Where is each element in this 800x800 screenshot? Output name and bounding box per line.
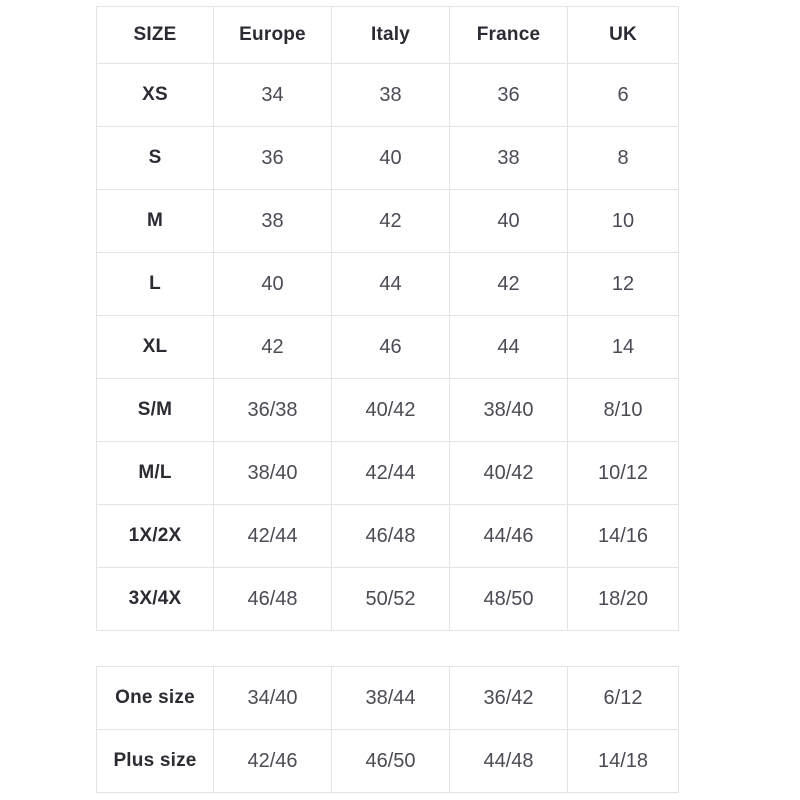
size-label-cell: S/M: [97, 379, 214, 442]
value-cell: 38/40: [214, 442, 332, 505]
header-row: [97, 7, 679, 64]
value-cell: 38/44: [332, 667, 450, 730]
value-cell: 42/44: [214, 505, 332, 568]
value-cell: 38: [332, 64, 450, 127]
header-cell: Italy: [332, 7, 450, 64]
value-cell: 36/42: [450, 667, 568, 730]
value-cell: 14/16: [568, 505, 679, 568]
value-cell: 14: [568, 316, 679, 379]
value-cell: 40/42: [332, 379, 450, 442]
size-label-cell: 3X/4X: [97, 568, 214, 631]
size-table-body: [97, 64, 679, 631]
table-row: [97, 64, 679, 127]
value-cell: 38: [450, 127, 568, 190]
size-label-cell: 1X/2X: [97, 505, 214, 568]
size-conversion-table: [96, 6, 679, 631]
value-cell: 12: [568, 253, 679, 316]
value-cell: 40/42: [450, 442, 568, 505]
value-cell: 46/50: [332, 730, 450, 793]
value-cell: 42: [450, 253, 568, 316]
value-cell: 8: [568, 127, 679, 190]
table-row: [97, 253, 679, 316]
table-row: [97, 442, 679, 505]
size-label-cell: L: [97, 253, 214, 316]
value-cell: 50/52: [332, 568, 450, 631]
size-label-cell: XS: [97, 64, 214, 127]
value-cell: 6/12: [568, 667, 679, 730]
table-row: [97, 316, 679, 379]
value-cell: 8/10: [568, 379, 679, 442]
value-cell: 34: [214, 64, 332, 127]
value-cell: 48/50: [450, 568, 568, 631]
value-cell: 10: [568, 190, 679, 253]
header-cell: SIZE: [97, 7, 214, 64]
header-cell: Europe: [214, 7, 332, 64]
table-row: [97, 667, 679, 730]
size-label-cell: M: [97, 190, 214, 253]
value-cell: 42/44: [332, 442, 450, 505]
size-label-cell: M/L: [97, 442, 214, 505]
value-cell: 46/48: [332, 505, 450, 568]
extended-size-table: [96, 666, 679, 793]
value-cell: 42: [332, 190, 450, 253]
value-cell: 38: [214, 190, 332, 253]
value-cell: 46: [332, 316, 450, 379]
table-row: [97, 568, 679, 631]
value-cell: 36/38: [214, 379, 332, 442]
size-label-cell: XL: [97, 316, 214, 379]
value-cell: 44/48: [450, 730, 568, 793]
table-row: [97, 379, 679, 442]
size-label-cell: S: [97, 127, 214, 190]
value-cell: 42/46: [214, 730, 332, 793]
value-cell: 40: [450, 190, 568, 253]
table-row: [97, 505, 679, 568]
size-label-cell: Plus size: [97, 730, 214, 793]
value-cell: 34/40: [214, 667, 332, 730]
value-cell: 40: [332, 127, 450, 190]
value-cell: 14/18: [568, 730, 679, 793]
table-row: [97, 190, 679, 253]
value-cell: 42: [214, 316, 332, 379]
value-cell: 44: [450, 316, 568, 379]
table-row: [97, 127, 679, 190]
size-label-cell: One size: [97, 667, 214, 730]
table-row: [97, 730, 679, 793]
extended-size-table-body: [97, 667, 679, 793]
value-cell: 36: [214, 127, 332, 190]
value-cell: 18/20: [568, 568, 679, 631]
value-cell: 40: [214, 253, 332, 316]
value-cell: 46/48: [214, 568, 332, 631]
header-cell: UK: [568, 7, 679, 64]
header-cell: France: [450, 7, 568, 64]
value-cell: 36: [450, 64, 568, 127]
value-cell: 38/40: [450, 379, 568, 442]
value-cell: 44: [332, 253, 450, 316]
value-cell: 6: [568, 64, 679, 127]
value-cell: 44/46: [450, 505, 568, 568]
value-cell: 10/12: [568, 442, 679, 505]
